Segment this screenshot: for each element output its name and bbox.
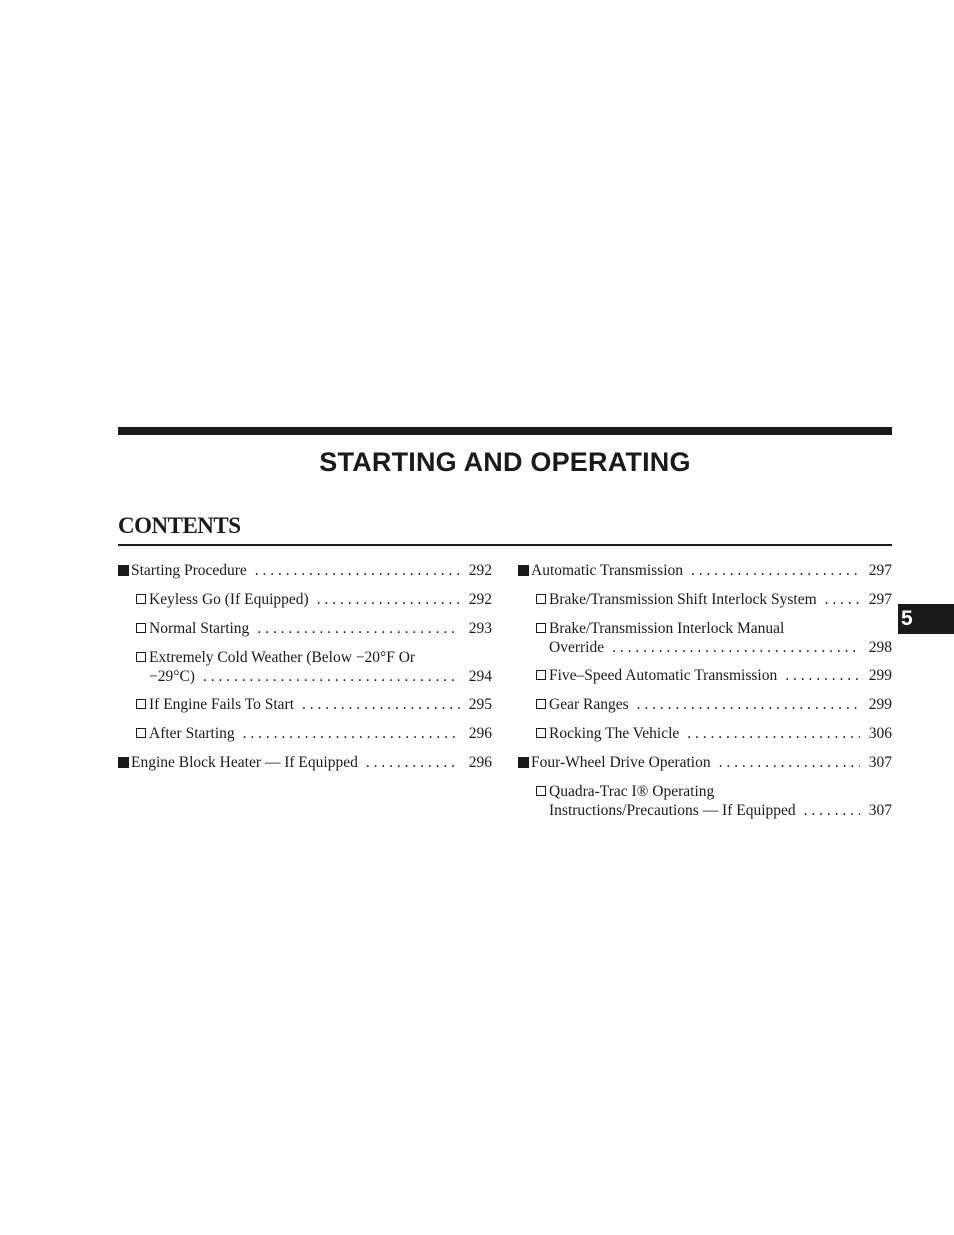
toc-entry-title: Extremely Cold Weather (Below −20°F Or <box>149 649 416 666</box>
toc-page-number: 299 <box>868 696 892 713</box>
toc-entry[interactable] <box>518 696 892 715</box>
toc-entry-title: Engine Block Heater — If Equipped <box>131 754 358 771</box>
toc-entry-title: Four-Wheel Drive Operation <box>531 754 711 771</box>
toc-page-number: 298 <box>868 639 892 656</box>
hollow-square-bullet-icon <box>536 668 549 686</box>
toc-page-number: 306 <box>868 725 892 742</box>
toc-column-right <box>518 562 892 830</box>
toc-entry-title: Normal Starting <box>149 620 250 637</box>
toc-entry[interactable] <box>518 620 892 657</box>
dot-leader <box>637 696 860 714</box>
toc-page-number: 307 <box>868 802 892 819</box>
chapter-tab-marker: 5 <box>898 604 954 634</box>
filled-square-bullet-icon <box>518 563 531 581</box>
toc-entry-title-continued: Override <box>549 639 605 656</box>
hollow-square-bullet-icon <box>536 784 549 802</box>
toc-page-number: 307 <box>868 754 892 771</box>
toc-entry[interactable] <box>118 649 492 686</box>
toc-page-number: 297 <box>868 562 892 579</box>
toc-entry-title: Automatic Transmission <box>531 562 684 579</box>
toc-entry-title: Starting Procedure <box>131 562 247 579</box>
hollow-square-bullet-icon <box>136 592 149 610</box>
filled-square-bullet-icon <box>518 755 531 773</box>
contents-rule <box>118 544 892 546</box>
toc-page-number: 296 <box>468 725 492 742</box>
toc-page-number: 292 <box>468 591 492 608</box>
toc-page-number: 297 <box>868 591 892 608</box>
toc-entry[interactable] <box>118 591 492 610</box>
hollow-square-bullet-icon <box>536 621 549 639</box>
toc-entry-title: Five–Speed Automatic Transmission <box>549 667 778 684</box>
toc-entry-title: Rocking The Vehicle <box>549 725 680 742</box>
toc-entry-title: Brake/Transmission Shift Interlock System <box>549 591 817 608</box>
toc-entry[interactable] <box>518 754 892 773</box>
toc-page-number: 294 <box>468 668 492 685</box>
chapter-top-rule <box>118 427 892 435</box>
toc-entry-title: Quadra-Trac I® Operating <box>549 783 715 800</box>
dot-leader <box>203 668 460 686</box>
toc-entry-title: Keyless Go (If Equipped) <box>149 591 309 608</box>
toc-page-number: 296 <box>468 754 492 771</box>
toc-entry[interactable] <box>118 620 492 639</box>
dot-leader <box>687 725 860 743</box>
hollow-square-bullet-icon <box>136 621 149 639</box>
dot-leader <box>719 754 860 772</box>
dot-leader <box>317 591 460 609</box>
toc-entry-title: After Starting <box>149 725 235 742</box>
toc-entry[interactable] <box>118 725 492 744</box>
dot-leader <box>785 667 860 685</box>
dot-leader <box>825 591 860 609</box>
dot-leader <box>366 754 460 772</box>
toc-entry[interactable] <box>518 783 892 820</box>
dot-leader <box>255 562 460 580</box>
toc-entry[interactable] <box>118 696 492 715</box>
hollow-square-bullet-icon <box>136 726 149 744</box>
hollow-square-bullet-icon <box>136 697 149 715</box>
dot-leader <box>612 639 860 657</box>
toc-column-left <box>118 562 492 783</box>
toc-entry-title: If Engine Fails To Start <box>149 696 295 713</box>
contents-heading: CONTENTS <box>118 513 241 538</box>
dot-leader <box>691 562 860 580</box>
toc-entry[interactable] <box>518 725 892 744</box>
hollow-square-bullet-icon <box>536 697 549 715</box>
dot-leader <box>243 725 460 743</box>
toc-entry-title-continued: −29°C) <box>149 668 195 685</box>
toc-entry[interactable] <box>518 667 892 686</box>
toc-entry-title-continued: Instructions/Precautions — If Equipped <box>549 802 796 819</box>
toc-entry[interactable] <box>118 562 492 581</box>
dot-leader <box>302 696 460 714</box>
toc-page-number: 292 <box>468 562 492 579</box>
dot-leader <box>804 802 860 820</box>
toc-page-number: 299 <box>868 667 892 684</box>
hollow-square-bullet-icon <box>136 650 149 668</box>
hollow-square-bullet-icon <box>536 726 549 744</box>
filled-square-bullet-icon <box>118 563 131 581</box>
toc-entry-title: Gear Ranges <box>549 696 629 713</box>
toc-entry[interactable] <box>518 562 892 581</box>
hollow-square-bullet-icon <box>536 592 549 610</box>
dot-leader <box>257 620 460 638</box>
toc-entry-title: Brake/Transmission Interlock Manual <box>549 620 785 637</box>
toc-page-number: 293 <box>468 620 492 637</box>
toc-page-number: 295 <box>468 696 492 713</box>
chapter-title: STARTING AND OPERATING <box>319 447 691 477</box>
toc-entry[interactable] <box>118 754 492 773</box>
filled-square-bullet-icon <box>118 755 131 773</box>
toc-entry[interactable] <box>518 591 892 610</box>
